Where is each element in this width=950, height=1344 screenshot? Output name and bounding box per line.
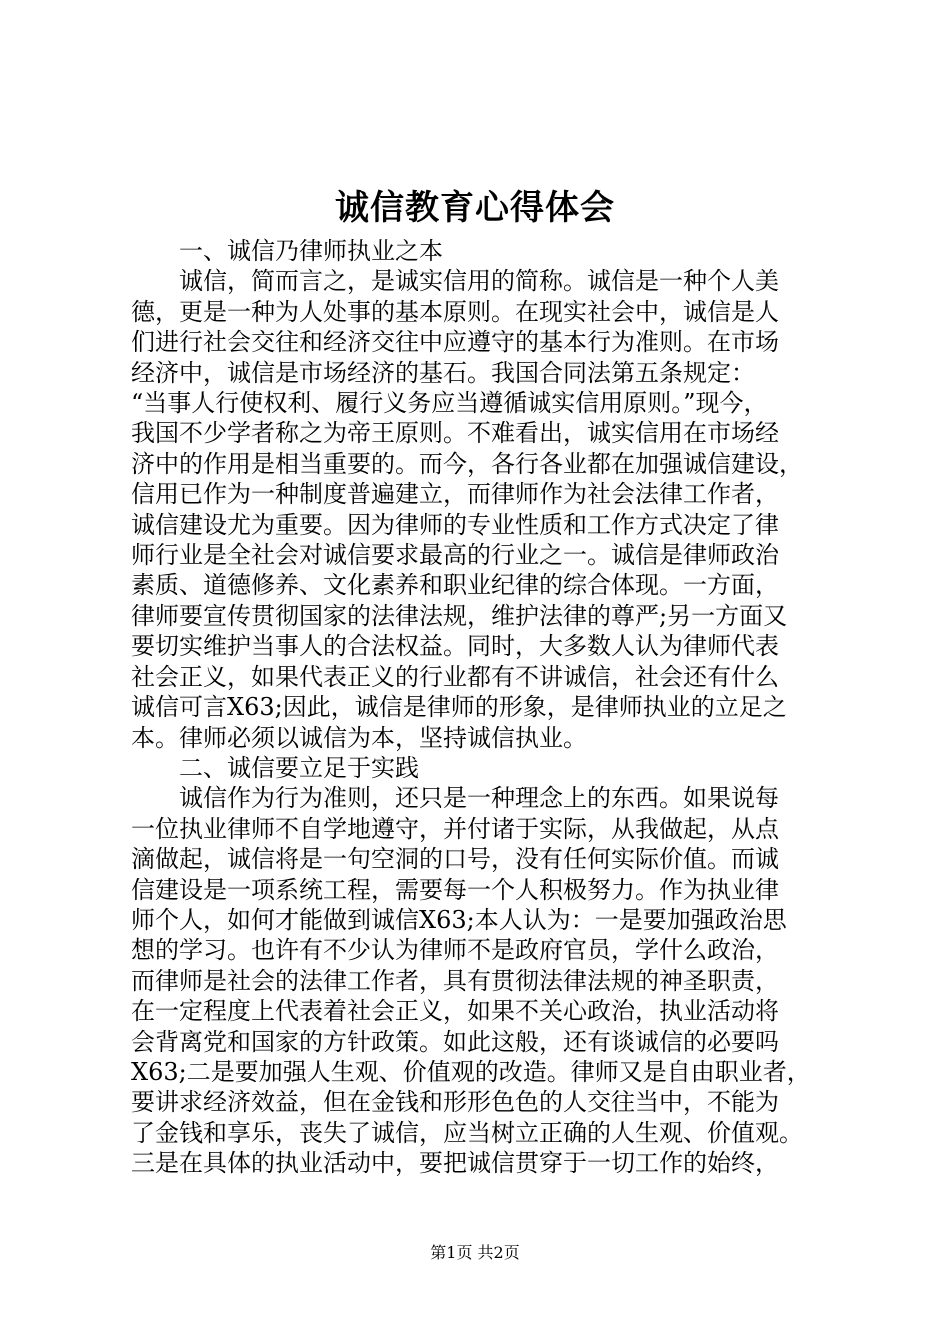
- text-line: 师个人，如何才能做到诚信X63;本人认为：一是要加强政治思: [131, 905, 787, 934]
- text-line: 诚信作为行为准则，还只是一种理念上的东西。如果说每: [131, 784, 779, 813]
- text-line: 本。律师必须以诚信为本，坚持诚信执业。: [131, 723, 587, 752]
- text-line: 素质、道德修养、文化素养和职业纪律的综合体现。一方面，: [131, 571, 779, 600]
- text-line: 而律师是社会的法律工作者，具有贯彻法律法规的神圣职责，: [131, 966, 779, 995]
- document-title: 诚信教育心得体会: [335, 188, 615, 228]
- text-line: 想的学习。也许有不少认为律师不是政府官员，学什么政治，: [131, 936, 779, 965]
- section-1-paragraph: [131, 266, 831, 753]
- text-line: 在一定程度上代表着社会正义，如果不关心政治，执业活动将: [131, 997, 779, 1026]
- text-line: 师行业是全社会对诚信要求最高的行业之一。诚信是律师政治: [131, 541, 779, 570]
- text-line: 诚信可言X63;因此，诚信是律师的形象，是律师执业的立足之: [131, 693, 787, 722]
- text-line: 要切实维护当事人的合法权益。同时，大多数人认为律师代表: [131, 632, 779, 661]
- text-line: 三是在具体的执业活动中，要把诚信贯穿于一切工作的始终，: [131, 1149, 779, 1178]
- text-line: 信用已作为一种制度普遍建立，而律师作为社会法律工作者，: [131, 480, 779, 509]
- text-line: 经济中，诚信是市场经济的基石。我国合同法第五条规定：: [131, 358, 755, 387]
- section-heading-2: 二、诚信要立足于实践: [179, 753, 419, 782]
- text-line: 们进行社会交往和经济交往中应遵守的基本行为准则。在市场: [131, 328, 779, 357]
- text-line: 滴做起，诚信将是一句空洞的口号，没有任何实际价值。而诚: [131, 845, 779, 874]
- page-footer: 第1页 共2页: [430, 1243, 520, 1262]
- text-line: X63;二是要加强人生观、价值观的改造。律师又是自由职业者，: [131, 1057, 811, 1086]
- text-line: 一位执业律师不自学地遵守，并付诸于实际，从我做起，从点: [131, 814, 779, 843]
- section-heading-1: 一、诚信乃律师执业之本: [179, 237, 443, 265]
- text-line: 德，更是一种为人处事的基本原则。在现实社会中，诚信是人: [131, 297, 779, 326]
- text-line: 诚信建设尤为重要。因为律师的专业性质和工作方式决定了律: [131, 510, 779, 539]
- text-line: 社会正义，如果代表正义的行业都有不讲诚信，社会还有什么: [131, 662, 779, 691]
- document-body: [131, 236, 831, 1179]
- text-line: 诚信，简而言之，是诚实信用的简称。诚信是一种个人美: [131, 267, 779, 296]
- text-line: 会背离党和国家的方针政策。如此这般，还有谈诚信的必要吗: [131, 1027, 779, 1056]
- text-line: 律师要宣传贯彻国家的法律法规，维护法律的尊严;另一方面又: [131, 601, 788, 630]
- text-line: 了金钱和享乐，丧失了诚信，应当树立正确的人生观、价值观。: [131, 1118, 803, 1147]
- text-line: 信建设是一项系统工程，需要每一个人积极努力。作为执业律: [131, 875, 779, 904]
- text-line: 我国不少学者称之为帝王原则。不难看出，诚实信用在市场经: [131, 419, 779, 448]
- text-line: 要讲求经济效益，但在金钱和形形色色的人交往当中，不能为: [131, 1088, 779, 1117]
- text-line: “当事人行使权利、履行义务应当遵循诚实信用原则。”现今，: [131, 389, 768, 418]
- section-2-paragraph: [131, 783, 831, 1178]
- text-line: 济中的作用是相当重要的。而今，各行各业都在加强诚信建设，: [131, 449, 803, 478]
